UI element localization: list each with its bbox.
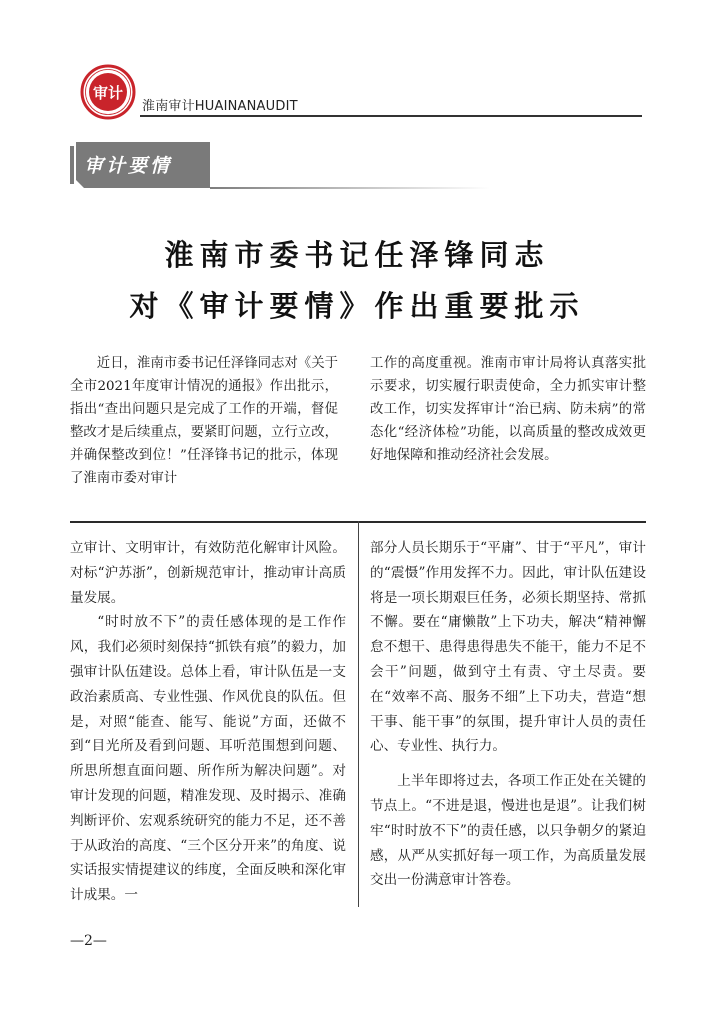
lead-paragraph-right: 工作的高度重视。淮南市审计局将认真落实批示要求，切实履行职责使命，全力抓实审计整改工作，切实发挥审计“治已病、防未病”的常态化“经济体检”功能，以高质量的整改成效更好地保障和推动经济社会发展。 xyxy=(370,356,646,463)
section-tag xyxy=(70,142,210,188)
section-underline xyxy=(210,187,490,189)
lead-column-right xyxy=(370,352,646,467)
section-title: 审计要情 xyxy=(84,155,173,177)
header-title: 淮南审计HUAINANAUDIT xyxy=(142,99,298,114)
body-paragraph: “时时放不下”的责任感体现的是工作作风，我们必须时刻保持“抓铁有痕”的毅力，加强审计队伍建设。总体上看，审计队伍是一支政治素质高、专业性强、作风优良的队伍。但是，对照“能查、能写、能说”方面，还做不到“目光所及看到问题、耳听范围想到问题、所思所想直面问题、所作所为解决问题”。对审计发现的问题，精准发现、及时揭示、准确判断评价、宏观系统研究的能力不足，还不善于从政治的高度、“三个区分开来”的角度、说实话报实情提建议的纬度，全面反映和深化审计成果。一 xyxy=(70,614,346,904)
body-column-left xyxy=(70,536,346,908)
header-rule xyxy=(140,115,642,117)
body-paragraph: 上半年即将过去，各项工作正处在关键的节点上。“不进是退，慢进也是退”。让我们树牢“时时放不下”的责任感，以只争朝夕的紧迫感，从严从实抓好每一项工作，为高质量发展交出一份满意审计答卷。 xyxy=(370,773,646,889)
huainan-audit-logo xyxy=(80,64,136,120)
lead-column-left xyxy=(70,352,338,490)
lead-paragraph-left: 近日，淮南市委书记任泽锋同志对《关于全市2021年度审计情况的通报》作出批示，指出“查出问题只是完成了工作的开端，督促整改才是后续重点，要紧盯问题，立行立改，并确保整改到位！”任泽锋书记的批示，体现了淮南市委对审计 xyxy=(70,356,338,486)
headline-line-2: 对《审计要情》作出重要批示 xyxy=(129,289,585,323)
body-paragraph: 部分人员长期乐于“平庸”、甘于“平凡”，审计的“震慑”作用发挥不力。因此，审计队伍建设将是一项长期艰巨任务，必须长期坚持、常抓不懈。要在“庸懒散”上下功夫，解决“精神懈怠不想干、患得患得患失不能干，能力不足不会干”问题，做到守土有责、守土尽责。要在“效率不高、服务不细”上下功夫，营造“想干事、能干事”的氛围，提升审计人员的责任心、专业性、执行力。 xyxy=(370,540,646,755)
headline-line-1: 淮南市委书记任泽锋同志 xyxy=(164,238,550,272)
body-paragraph: 立审计、文明审计，有效防范化解审计风险。对标“沪苏浙”，创新规范审计，推动审计高质量发展。 xyxy=(70,540,346,606)
body-column-right xyxy=(370,536,646,893)
logo-text: 审计 xyxy=(92,84,124,102)
page-number: —2— xyxy=(70,933,107,949)
column-divider xyxy=(358,521,359,907)
